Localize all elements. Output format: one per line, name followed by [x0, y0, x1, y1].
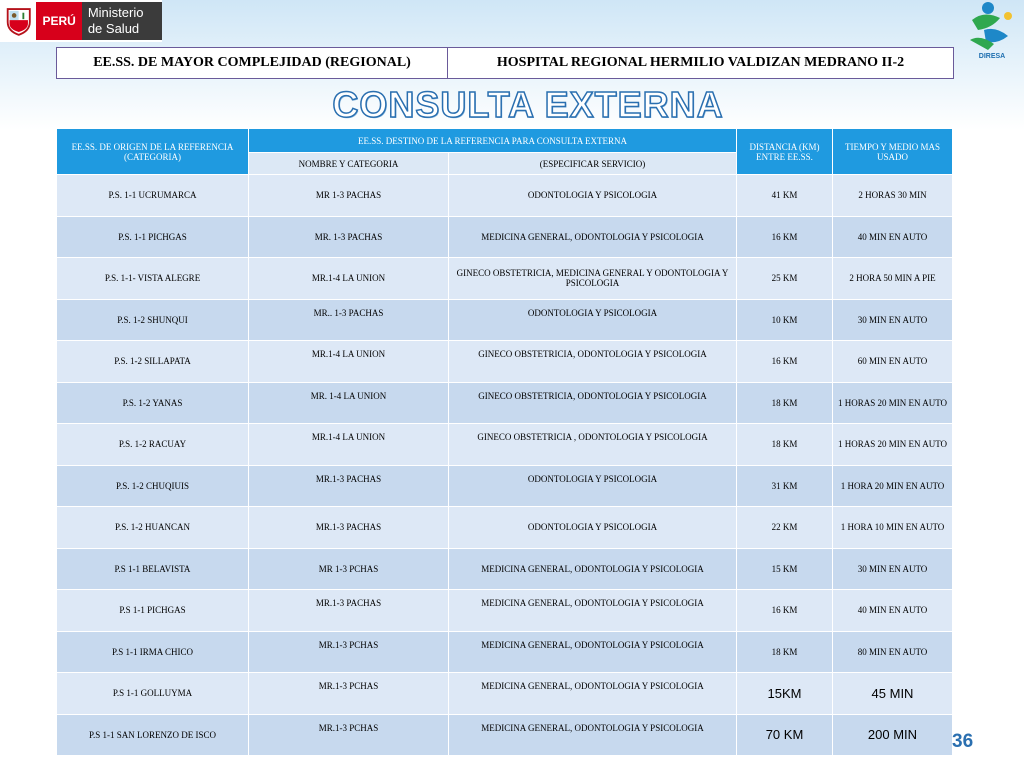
cell-distancia: 70 KM	[737, 714, 833, 756]
cell-tiempo: 1 HORA 10 MIN EN AUTO	[833, 507, 953, 549]
cell-nombre: MR.1-3 PACHAS	[249, 465, 449, 507]
header-nombre: NOMBRE Y CATEGORIA	[249, 153, 449, 175]
cell-distancia: 41 KM	[737, 175, 833, 217]
table-row	[57, 714, 953, 756]
cell-distancia: 18 KM	[737, 424, 833, 466]
cell-nombre: MR.1-3 PACHAS	[249, 507, 449, 549]
cell-nombre: MR.1-3 PCHAS	[249, 631, 449, 673]
cell-tiempo: 30 MIN EN AUTO	[833, 299, 953, 341]
cell-tiempo: 1 HORAS 20 MIN EN AUTO	[833, 424, 953, 466]
cell-nombre: MR.1-3 PCHAS	[249, 714, 449, 756]
cell-tiempo: 45 MIN	[833, 673, 953, 715]
ministerio-label	[82, 2, 162, 40]
table-row	[57, 216, 953, 258]
referral-table	[56, 128, 953, 756]
cell-servicio: GINECO OBSTETRICIA , ODONTOLOGIA Y PSICOLOGIA	[449, 424, 737, 466]
cell-distancia: 18 KM	[737, 382, 833, 424]
ministerio-line1: Ministerio	[87, 5, 144, 20]
cell-tiempo: 1 HORA 20 MIN EN AUTO	[833, 465, 953, 507]
header-tiempo: TIEMPO Y MEDIO MAS USADO	[833, 129, 953, 175]
header-destino: EE.SS. DESTINO DE LA REFERENCIA PARA CONSULTA EXTERNA	[249, 129, 737, 153]
cell-servicio: MEDICINA GENERAL, ODONTOLOGIA Y PSICOLOGIA	[449, 673, 737, 715]
cell-servicio: MEDICINA GENERAL, ODONTOLOGIA Y PSICOLOGIA	[449, 590, 737, 632]
ministerio-logo	[0, 0, 162, 42]
cell-origen: P.S. 1-1 PICHGAS	[57, 216, 249, 258]
table-row	[57, 258, 953, 300]
table-row	[57, 299, 953, 341]
cell-origen: P.S 1-1 BELAVISTA	[57, 548, 249, 590]
table-row	[57, 465, 953, 507]
header-right-label: HOSPITAL REGIONAL HERMILIO VALDIZAN MEDRANO II-2	[496, 55, 905, 70]
table-row	[57, 631, 953, 673]
page-number: 36	[952, 731, 974, 752]
page-title: CONSULTA EXTERNA	[332, 84, 724, 125]
table-row	[57, 673, 953, 715]
cell-nombre: MR 1-3 PCHAS	[249, 548, 449, 590]
cell-distancia: 16 KM	[737, 590, 833, 632]
table-row	[57, 175, 953, 217]
cell-origen: P.S 1-1 PICHGAS	[57, 590, 249, 632]
header-servicio: (ESPECIFICAR SERVICIO)	[449, 153, 737, 175]
table-row	[57, 507, 953, 549]
cell-distancia: 18 KM	[737, 631, 833, 673]
cell-origen: P.S 1-1 IRMA CHICO	[57, 631, 249, 673]
cell-origen: P.S. 1-2 SILLAPATA	[57, 341, 249, 383]
cell-nombre: MR. 1-3 PACHAS	[249, 216, 449, 258]
ministerio-line2: de Salud	[87, 21, 140, 36]
coat-of-arms-icon	[4, 4, 33, 38]
cell-origen: P.S. 1-1 UCRUMARCA	[57, 175, 249, 217]
cell-servicio: ODONTOLOGIA Y PSICOLOGIA	[449, 175, 737, 217]
cell-distancia: 10 KM	[737, 299, 833, 341]
table-row	[57, 590, 953, 632]
table-body	[57, 175, 953, 756]
cell-distancia: 25 KM	[737, 258, 833, 300]
cell-tiempo: 40 MIN EN AUTO	[833, 590, 953, 632]
cell-servicio: ODONTOLOGIA Y PSICOLOGIA	[449, 465, 737, 507]
cell-tiempo: 40 MIN EN AUTO	[833, 216, 953, 258]
peru-label: PERÚ	[36, 2, 81, 40]
cell-servicio: MEDICINA GENERAL, ODONTOLOGIA Y PSICOLOGIA	[449, 631, 737, 673]
cell-nombre: MR.1-4 LA UNION	[249, 341, 449, 383]
cell-origen: P.S. 1-2 RACUAY	[57, 424, 249, 466]
cell-tiempo: 200 MIN	[833, 714, 953, 756]
cell-nombre: MR. 1-4 LA UNION	[249, 382, 449, 424]
cell-distancia: 15 KM	[737, 548, 833, 590]
diresa-text: DIRESA	[978, 53, 1006, 60]
cell-tiempo: 60 MIN EN AUTO	[833, 341, 953, 383]
cell-servicio: GINECO OBSTETRICIA, ODONTOLOGIA Y PSICOLOGIA	[449, 341, 737, 383]
cell-distancia: 22 KM	[737, 507, 833, 549]
cell-distancia: 16 KM	[737, 216, 833, 258]
cell-nombre: MR 1-3 PACHAS	[249, 175, 449, 217]
cell-origen: P.S. 1-2 YANAS	[57, 382, 249, 424]
cell-nombre: MR.1-4 LA UNION	[249, 424, 449, 466]
cell-tiempo: 1 HORAS 20 MIN EN AUTO	[833, 382, 953, 424]
cell-nombre: MR.1-3 PACHAS	[249, 590, 449, 632]
header-distancia: DISTANCIA (KM) ENTRE EE.SS.	[737, 129, 833, 175]
cell-servicio: MEDICINA GENERAL, ODONTOLOGIA Y PSICOLOGIA	[449, 216, 737, 258]
cell-nombre: MR.1-4 LA UNION	[249, 258, 449, 300]
cell-servicio: MEDICINA GENERAL, ODONTOLOGIA Y PSICOLOGIA	[449, 714, 737, 756]
cell-origen: P.S 1-1 SAN LORENZO DE ISCO	[57, 714, 249, 756]
cell-tiempo: 2 HORAS 30 MIN	[833, 175, 953, 217]
cell-tiempo: 2 HORA 50 MIN A PIE	[833, 258, 953, 300]
cell-tiempo: 30 MIN EN AUTO	[833, 548, 953, 590]
table-row	[57, 341, 953, 383]
cell-servicio: GINECO OBSTETRICIA, MEDICINA GENERAL Y ODONTOLOGIA Y PSICOLOGIA	[449, 258, 737, 300]
header-origen: EE.SS. DE ORIGEN DE LA REFERENCIA (CATEGORIA)	[57, 129, 249, 175]
cell-nombre: MR.. 1-3 PACHAS	[249, 299, 449, 341]
table-row	[57, 424, 953, 466]
diresa-logo-icon	[964, 0, 1020, 62]
cell-servicio: GINECO OBSTETRICIA, ODONTOLOGIA Y PSICOLOGIA	[449, 382, 737, 424]
cell-servicio: ODONTOLOGIA Y PSICOLOGIA	[449, 507, 737, 549]
table-row	[57, 382, 953, 424]
cell-nombre: MR.1-3 PCHAS	[249, 673, 449, 715]
cell-tiempo: 80 MIN EN AUTO	[833, 631, 953, 673]
cell-origen: P.S. 1-1- VISTA ALEGRE	[57, 258, 249, 300]
cell-origen: P.S. 1-2 HUANCAN	[57, 507, 249, 549]
cell-distancia: 15KM	[737, 673, 833, 715]
cell-origen: P.S. 1-2 CHUQIUIS	[57, 465, 249, 507]
header-box	[56, 47, 954, 79]
cell-servicio: ODONTOLOGIA Y PSICOLOGIA	[449, 299, 737, 341]
cell-origen: P.S. 1-2 SHUNQUI	[57, 299, 249, 341]
cell-servicio: MEDICINA GENERAL, ODONTOLOGIA Y PSICOLOGIA	[449, 548, 737, 590]
cell-distancia: 31 KM	[737, 465, 833, 507]
header-left-label: EE.SS. DE MAYOR COMPLEJIDAD (REGIONAL)	[57, 48, 448, 78]
cell-origen: P.S 1-1 GOLLUYMA	[57, 673, 249, 715]
cell-distancia: 16 KM	[737, 341, 833, 383]
table-row	[57, 548, 953, 590]
